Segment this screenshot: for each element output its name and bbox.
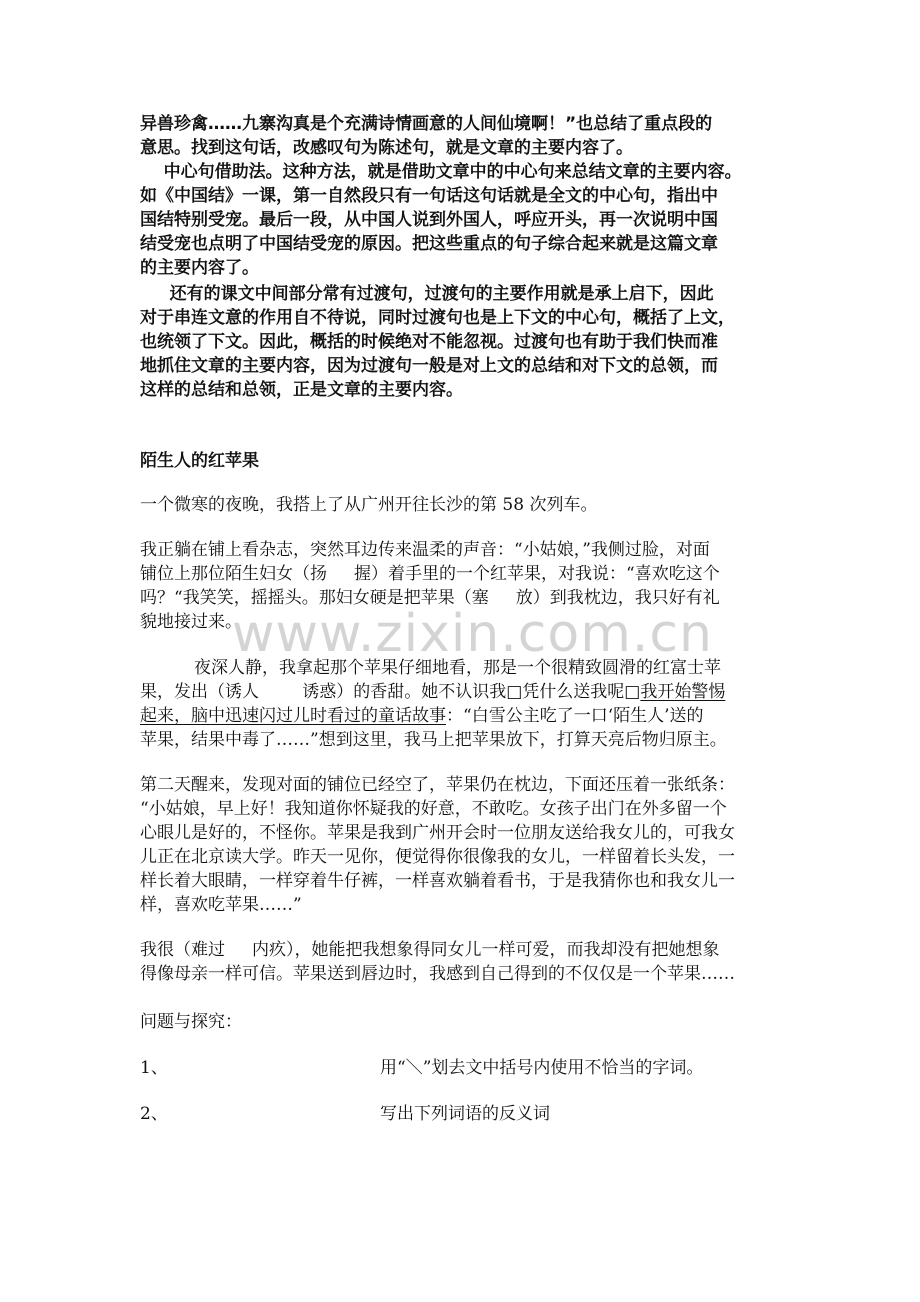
question-number: 2、 bbox=[140, 1104, 168, 1124]
story-paragraph-4-line: 心眼儿是好的，不怪你。苹果是我到广州开会时一位朋友送给我女儿的，可我女 bbox=[140, 823, 735, 843]
intro-line: 异兽珍禽……九寨沟真是个充满诗情画意的人间仙境啊！”也总结了重点段的 bbox=[140, 114, 713, 134]
question-text: 写出下列词语的反义词 bbox=[380, 1104, 550, 1124]
story-paragraph-3-line bbox=[140, 704, 704, 728]
story-paragraph-2-line: 吗？“我笑笑，摇摇头。那妇女硬是把苹果（塞 放）到我枕边，我只好有礼 bbox=[140, 588, 720, 608]
question-text: 用“＼”划去文中括号内使用不恰当的字词。 bbox=[380, 1058, 704, 1078]
questions-heading: 问题与探究： bbox=[140, 1012, 242, 1032]
intro-line: 意思。找到这句话，改感叹句为陈述句，就是文章的主要内容了。 bbox=[140, 138, 633, 158]
story-paragraph-1: 一个微寒的夜晚，我搭上了从广州开往长沙的第 58 次列车。 bbox=[140, 495, 598, 515]
intro-line: 也统领了下文。因此，概括的时候绝对不能忽视。过渡句也有助于我们快而准 bbox=[140, 332, 718, 352]
story-paragraph-5-line: 我很（难过 内疚），她能把我想象得同女儿一样可爱，而我却没有把她想象 bbox=[140, 940, 720, 960]
intro-line: 如《中国结》一课，第一自然段只有一句话这句话就是全文的中心句，指出中 bbox=[140, 186, 718, 206]
story-paragraph-4-line: 样长着大眼睛，一样穿着牛仔裤，一样喜欢躺着看书，于是我猜你也和我女儿一 bbox=[140, 871, 735, 891]
intro-line: 的主要内容了。 bbox=[140, 258, 259, 278]
story-paragraph-3-line: 夜深人静，我拿起那个苹果仔细地看，那是一个很精致圆滑的红富士苹 bbox=[140, 658, 722, 678]
intro-line: 对于串连文意的作用自不待说，同时过渡句也是上下文的中心句，概括了上文， bbox=[140, 308, 735, 328]
story-paragraph-4-line: “小姑娘，早上好！我知道你怀疑我的好意，不敢吃。女孩子出门在外多留一个 bbox=[140, 799, 727, 819]
story-paragraph-4-line: 样，喜欢吃苹果……” bbox=[140, 895, 302, 915]
intro-line: 这样的总结和总领，正是文章的主要内容。 bbox=[140, 380, 463, 400]
question-number: 1、 bbox=[140, 1058, 168, 1078]
story-paragraph-4-line: 第二天醒来，发现对面的铺位已经空了，苹果仍在枕边，下面还压着一张纸条： bbox=[140, 775, 735, 795]
watermark: www.zixin.com.cn bbox=[232, 604, 713, 664]
story-paragraph-3-line: 苹果，结果中毒了……”想到这里，我马上把苹果放下，打算天亮后物归原主。 bbox=[140, 730, 727, 750]
story-paragraph-2-line: 我正躺在铺上看杂志，突然耳边传来温柔的声音：“小姑娘，”我侧过脸，对面 bbox=[140, 540, 710, 560]
intro-line: 结受宠也点明了中国结受宠的原因。把这些重点的句子综合起来就是这篇文章 bbox=[140, 234, 718, 254]
intro-line: 还有的课文中间部分常有过渡句，过渡句的主要作用就是承上启下，因此 bbox=[140, 284, 714, 304]
story-paragraph-3-line bbox=[140, 680, 725, 704]
story-paragraph-2-line: 貌地接过来。 bbox=[140, 612, 242, 632]
paragraph-3-text: 果，发出（诱人 诱惑）的香甜。她不认识我□凭什么送我呢□ bbox=[140, 682, 641, 702]
intro-line: 国结特别受宠。最后一段，从中国人说到外国人，呼应开头，再一次说明中国 bbox=[140, 210, 718, 230]
story-paragraph-5-line: 得像母亲一样可信。苹果送到唇边时，我感到自己得到的不仅仅是一个苹果…… bbox=[140, 964, 735, 984]
underlined-phrase: 起来，脑中迅速闪过儿时看过的童话故事 bbox=[140, 706, 446, 726]
story-title: 陌生人的红苹果 bbox=[140, 451, 259, 471]
story-paragraph-4-line: 儿正在北京读大学。昨天一见你，便觉得你很像我的女儿，一样留着长头发，一 bbox=[140, 847, 735, 867]
story-paragraph-2-line: 铺位上那位陌生妇女（扬 握）着手里的一个红苹果，对我说：“喜欢吃这个 bbox=[140, 564, 720, 584]
paragraph-3-text: ：“白雪公主吃了一口‘陌生人’送的 bbox=[446, 706, 704, 726]
intro-line: 中心句借助法。这种方法，就是借助文章中的中心句来总结文章的主要内容。 bbox=[140, 162, 742, 182]
intro-line: 地抓住文章的主要内容，因为过渡句一般是对上文的总结和对下文的总领，而 bbox=[140, 356, 718, 376]
underlined-phrase: 我开始警惕 bbox=[640, 682, 726, 702]
